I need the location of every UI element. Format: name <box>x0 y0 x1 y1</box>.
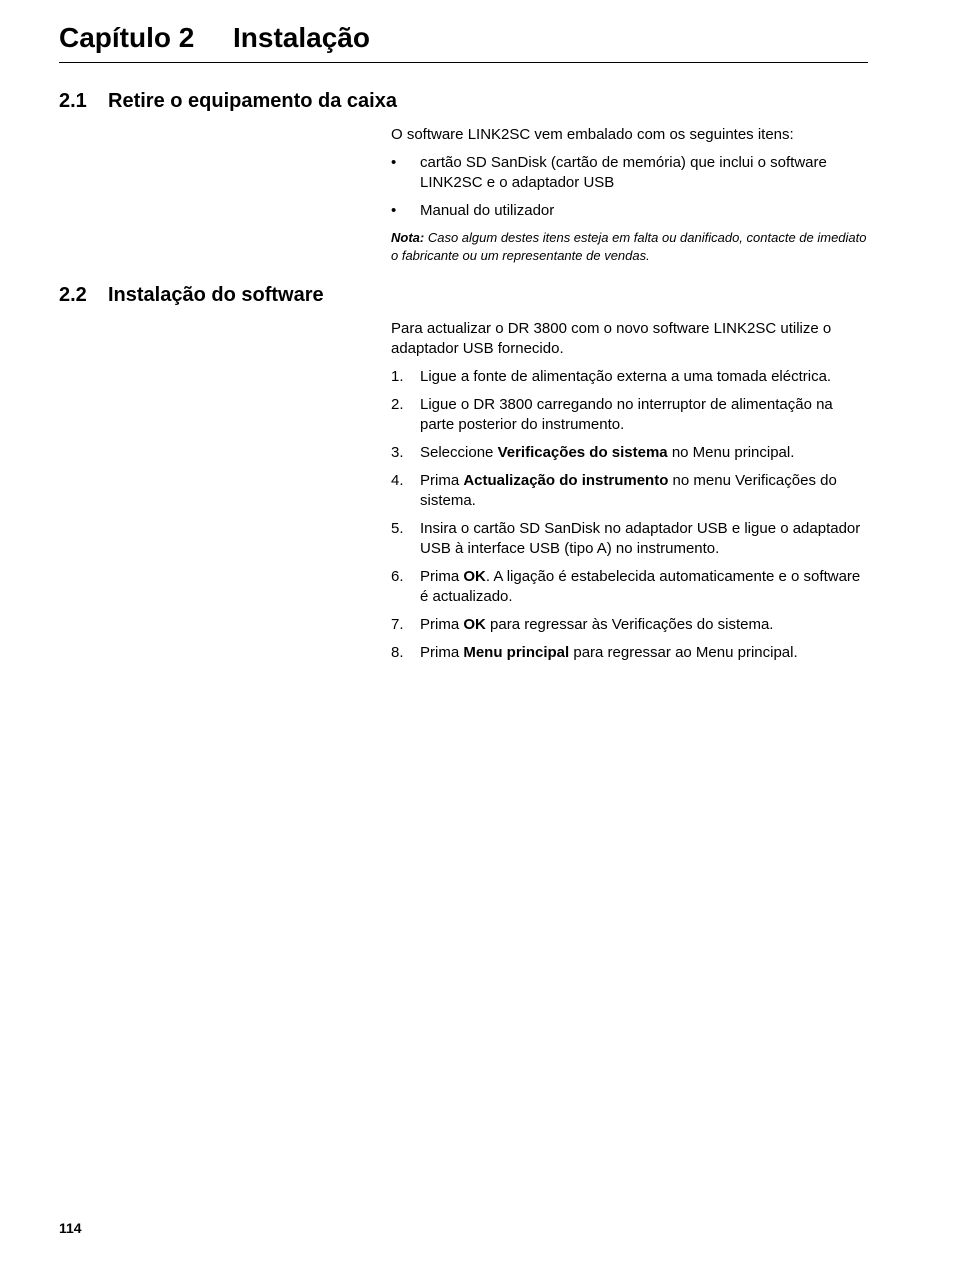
bullet-marker: • <box>391 202 397 219</box>
section-heading-2-1 <box>59 88 397 114</box>
note-text: Caso algum destes itens esteja em falta ou danificado, contacte de imediato o fabricante ou um representante de vendas. <box>391 230 867 263</box>
section-body-2-2 <box>391 319 867 671</box>
step-text: Seleccione <box>420 444 498 461</box>
section-number: 2.1 <box>59 90 87 112</box>
list-item <box>391 395 867 435</box>
step-bold: Verificações do sistema <box>497 444 668 461</box>
section-intro: O software LINK2SC vem embalado com os seguintes itens: <box>391 126 794 143</box>
step-text-tail: para regressar às Verificações do sistema. <box>485 616 774 633</box>
page-number: 114 <box>59 1220 82 1236</box>
step-text: Ligue o DR 3800 carregando no interruptor de alimentação na parte posterior do instrumento. <box>420 396 833 433</box>
step-bold: Actualização do instrumento <box>463 472 669 489</box>
step-number: 7. <box>391 616 404 633</box>
step-text: Insira o cartão SD SanDisk no adaptador USB e ligue o adaptador USB à interface USB (tipo A) no instrumento. <box>420 520 861 557</box>
list-item <box>391 443 867 463</box>
list-item <box>391 153 867 193</box>
list-item-text: cartão SD SanDisk (cartão de memória) que inclui o software LINK2SC e o adaptador USB <box>420 154 827 191</box>
step-text: Prima <box>420 644 464 661</box>
step-text: Prima <box>420 616 464 633</box>
list-item <box>391 567 867 607</box>
section-intro: Para actualizar o DR 3800 com o novo software LINK2SC utilize o adaptador USB fornecido. <box>391 320 832 357</box>
section-title: Retire o equipamento da caixa <box>108 90 397 112</box>
step-text-tail: no Menu principal. <box>667 444 795 461</box>
step-text: Prima <box>420 472 464 489</box>
section-title: Instalação do software <box>108 284 324 306</box>
installation-steps <box>391 367 867 663</box>
list-item <box>391 519 867 559</box>
step-number: 6. <box>391 568 404 585</box>
step-number: 3. <box>391 444 404 461</box>
chapter-rule <box>59 62 868 63</box>
bullet-marker: • <box>391 154 397 171</box>
step-number: 4. <box>391 472 404 489</box>
step-text-tail: para regressar ao Menu principal. <box>569 644 798 661</box>
note-label: Nota: <box>391 230 425 245</box>
list-item <box>391 643 867 663</box>
step-number: 2. <box>391 396 404 413</box>
list-item <box>391 471 867 511</box>
chapter-number: Capítulo 2 <box>59 22 195 53</box>
section-body-2-1 <box>391 125 867 265</box>
package-contents-list <box>391 153 867 221</box>
step-text: Ligue a fonte de alimentação externa a uma tomada eléctrica. <box>420 368 832 385</box>
step-bold: OK <box>463 568 486 585</box>
step-text-tail: no menu Verificações do sistema. <box>420 472 837 509</box>
list-item-text: Manual do utilizador <box>420 202 555 219</box>
chapter-name: Instalação <box>233 22 370 53</box>
step-text: Prima <box>420 568 464 585</box>
step-number: 1. <box>391 368 404 385</box>
step-bold: Menu principal <box>463 644 570 661</box>
list-item <box>391 201 867 221</box>
step-bold: OK <box>463 616 486 633</box>
step-text-tail: . A ligação é estabelecida automaticamente e o software é actualizado. <box>420 568 861 605</box>
section-number: 2.2 <box>59 284 87 306</box>
step-number: 5. <box>391 520 404 537</box>
list-item <box>391 367 867 387</box>
step-number: 8. <box>391 644 404 661</box>
chapter-title <box>59 18 370 58</box>
section-heading-2-2 <box>59 282 324 308</box>
list-item <box>391 615 867 635</box>
note <box>391 229 867 265</box>
